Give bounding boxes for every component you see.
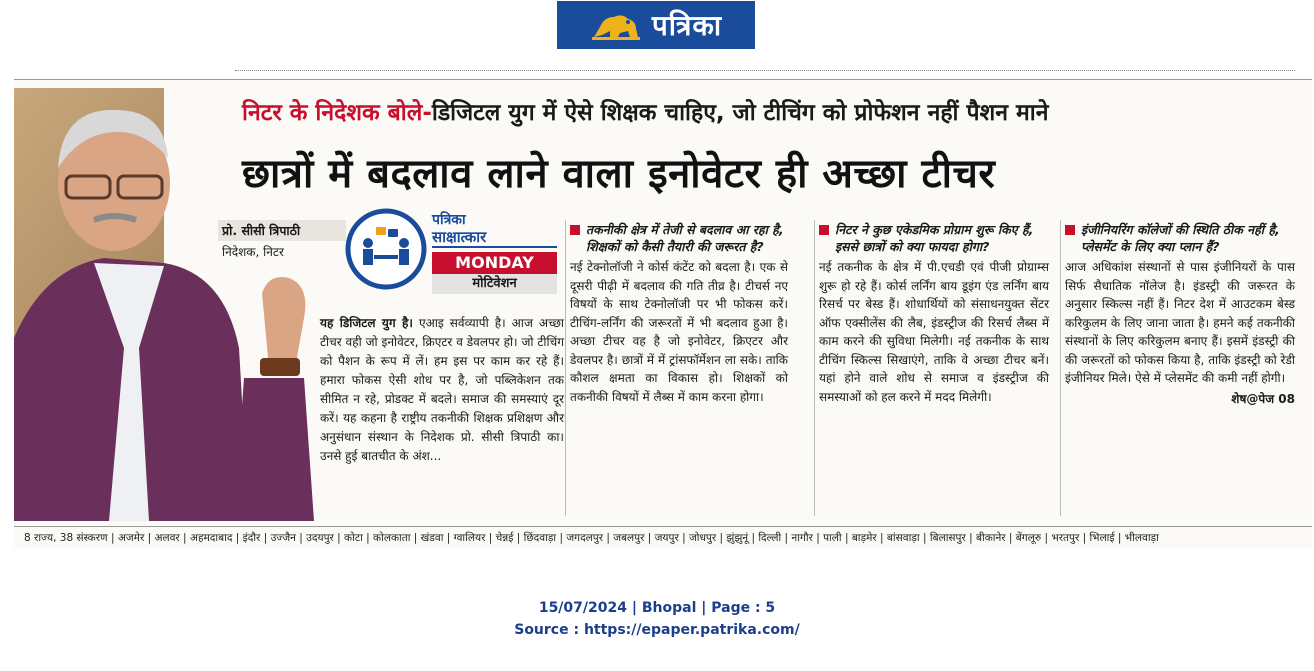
column-divider bbox=[565, 220, 566, 516]
badge-monday: MONDAY bbox=[432, 252, 557, 274]
brand-name: पत्रिका bbox=[651, 9, 723, 42]
interview-icon bbox=[344, 207, 428, 291]
badge-sub: मोटिवेशन bbox=[432, 274, 557, 294]
qa-column-1 bbox=[570, 221, 788, 406]
intro-text: एआइ सर्वव्यापी है। आज अच्छा टीचर वही जो इनोवेटर, क्रिएटर व डेवलपर हो। जो टीचिंग को पैशन के रूप में लें। हम इस पर काम कर रहे हैं। हमारा फोकस ऐसी शोध पर है, जो पब्लिकेशन तक सीमित न रहे, प्रोडक्ट में बदले। समाज की समस्याएं दूर करें। यह कहना है राष्ट्रीय तकनीकी शिक्षक प्रशिक्षण और अनुसंधान संस्थान के निदेशक प्रो. सीसी त्रिपाठी का। उनसे हुई बातचीत के अंश... bbox=[320, 316, 565, 463]
news-clipping bbox=[14, 79, 1312, 548]
question-1: तकनीकी क्षेत्र में तेजी से बदलाव आ रहा है, शिक्षकों को कैसी तैयारी की जरूरत है? bbox=[570, 221, 788, 255]
intro-lead: यह डिजिटल युग है। bbox=[320, 316, 413, 330]
lion-emblem-icon bbox=[590, 9, 642, 41]
answer-1: नई टेक्नोलॉजी ने कोर्स कंटेंट को बदला है। एक से दूसरी पीढ़ी में बदलाव की गति तीव्र है। टीचर्स नए विषयों के साथ टेक्नोलॉजी पर भी फोकस करें। टीचिंग-लर्निंग की जरूरतों में भी बदलाव हुआ है। अच्छा टीचर वह है जो इनोवेटर, क्रिएटर और डेवलपर है। छात्रों में में ट्रांसफॉर्मेशन ला सके। ताकि कौशल क्षमता का विकास हो। शिक्षकों को तकनीकी विषयों में लैब्स में काम करना होगा। bbox=[570, 260, 788, 404]
interview-badge bbox=[432, 212, 557, 294]
badge-top: पत्रिका bbox=[432, 212, 466, 228]
qa-column-3 bbox=[1065, 221, 1295, 407]
kicker-rest: डिजिटल युग में ऐसे शिक्षक चाहिए, जो टीचिंग को प्रोफेशन नहीं पैशन माने bbox=[431, 100, 1049, 126]
editions-strip: 8 राज्य, 38 संस्करण | अजमेर | अलवर | अहमदाबाद | इंदौर | उज्जैन | उदयपुर | कोटा | कोलकाता | खंडवा | ग्वालियर | चेन्नई | छिंदवाड़ा | जगदलपुर | जबलपुर | जयपुर | जोधपुर | झुंझुनूं | दिल्ली | नागौर | पाली | बाड़मेर | बांसवाड़ा | बिलासपुर | बीकानेर | बेंगलूरु | भरतपुर | भिलाई | भीलवाड़ा bbox=[14, 526, 1312, 548]
headline: छात्रों में बदलाव लाने वाला इनोवेटर ही अच्छा टीचर bbox=[242, 151, 996, 197]
continued-label: शेष@पेज 08 bbox=[1231, 391, 1295, 406]
column-divider bbox=[1060, 220, 1061, 516]
column-divider bbox=[814, 220, 815, 516]
answer-3: आज अधिकांश संस्थानों से पास इंजीनियरों के पास सिर्फ सैधातिक नॉलेज है। इंडस्ट्री की जरूरत के अनुसार स्किल्स नहीं हैं। निटर देश में आउटकम बेस्ड करिकुलम के लिए जाना जाता है। हमने कई तकनीकी संस्थानों के लिए करिकुलम बनाए हैं। इसमें इंडस्ट्री की की जरूरतों को फोकस किया है, ताकि इंडस्ट्री को रेडी इंजीनियर मिले। ऐसे में प्लेसमेंट की कमी नहीं होगी। bbox=[1065, 260, 1295, 385]
kicker bbox=[242, 95, 1312, 127]
answer-2: नई तकनीक के क्षेत्र में पी.एचडी एवं पीजी प्रोग्राम्स शुरू हो रहे हैं। कोर्स लर्निंग बाय डूइंग एंड लर्निंग बाय रिसर्च पर बेस्ड हैं। शोधार्थियों को संसाधनयुक्त सेंटर ऑफ एक्सीलेंस की लैब, इंडस्ट्रीज की रिसर्च लैब्स में काम करने की सुविधा मिलेगी। नई तकनीक के साथ टीचिंग स्किल्स सिखाएंगे, ताकि वे अच्छा टीचर बनें। यहां होने वाले शोध से समाज व इंडस्ट्रीज की समस्याओं को हल करने में मदद मिलेगी। bbox=[819, 260, 1049, 404]
kicker-red: निटर के निदेशक बोले- bbox=[242, 100, 432, 126]
nameplate bbox=[218, 220, 346, 262]
footer-date: 15/07/2024 | Bhopal | Page : 5 bbox=[538, 600, 776, 616]
person-role: निदेशक, निटर bbox=[222, 245, 284, 259]
question-3: इंजीनियरिंग कॉलेजों की स्थिति ठीक नहीं है, प्लेसमेंट के लिए क्या प्लान हैं? bbox=[1065, 221, 1295, 255]
top-rule bbox=[235, 70, 1295, 71]
person-name: प्रो. सीसी त्रिपाठी bbox=[218, 220, 346, 241]
qa-column-2 bbox=[819, 221, 1049, 406]
masthead bbox=[557, 1, 755, 49]
badge-mid: साक्षात्कार bbox=[432, 228, 557, 248]
footer-source: Source : https://epaper.patrika.com/ bbox=[514, 622, 800, 638]
intro-paragraph bbox=[320, 314, 564, 466]
question-2: निटर ने कुछ एकेडमिक प्रोग्राम शुरू किए हैं, इससे छात्रों को क्या फायदा होगा? bbox=[819, 221, 1049, 255]
